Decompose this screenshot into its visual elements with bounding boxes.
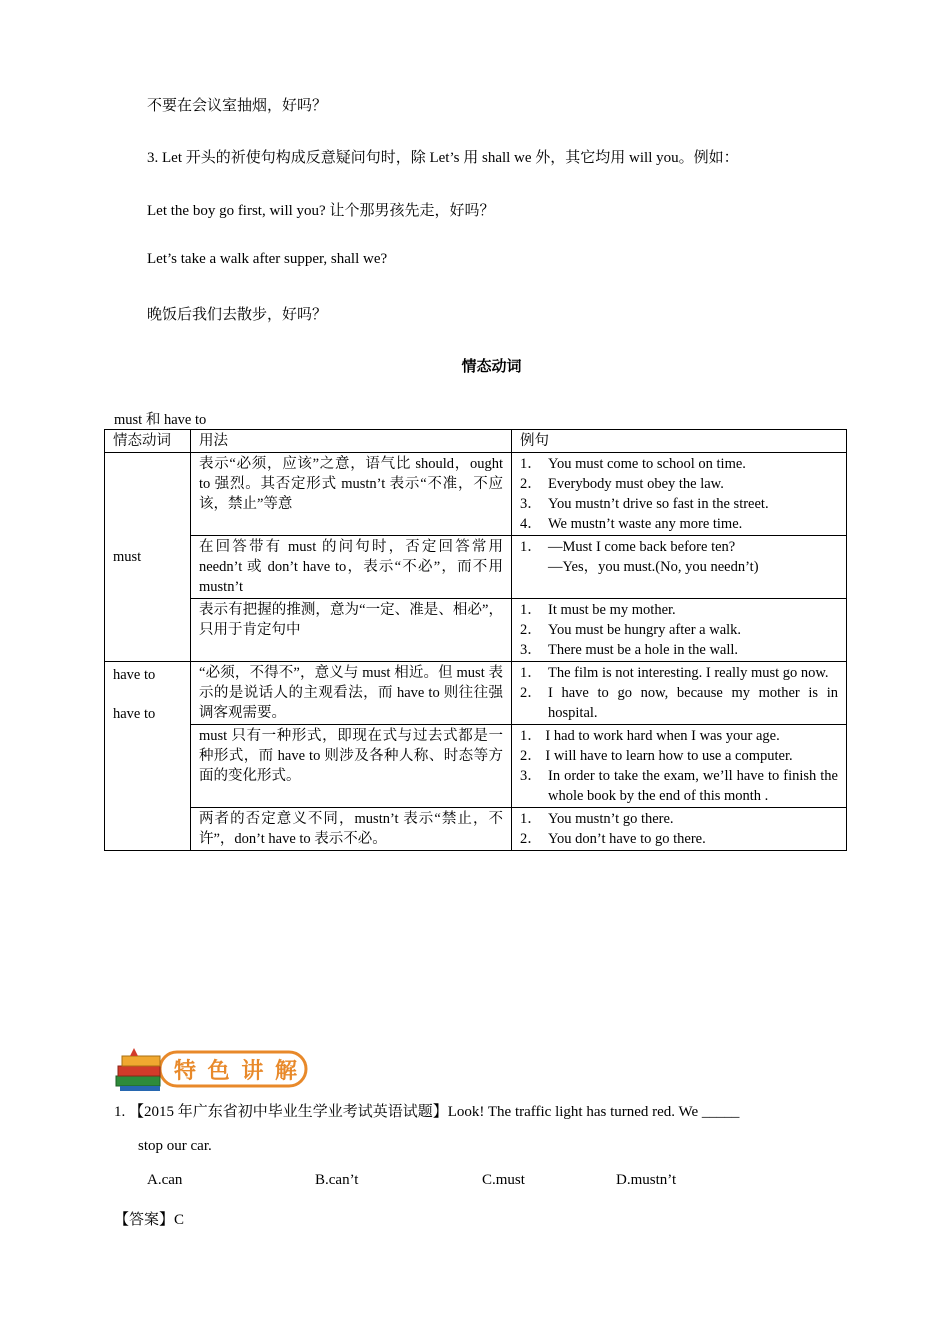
example-item: 1． It must be my mother. bbox=[520, 602, 676, 618]
examples-cell bbox=[512, 453, 847, 536]
example-item: 4． We mustn’t waste any more time. bbox=[520, 516, 743, 532]
text-line: 不要在会议室抽烟，好吗？ bbox=[147, 98, 328, 114]
examples-cell bbox=[512, 536, 847, 599]
verb-cell-have-to bbox=[105, 662, 191, 851]
question-line: 1. 【2015 年广东省初中毕业生学业考试英语试题】Look! The traffic light has turned red. We _____ bbox=[114, 1104, 740, 1120]
table-row bbox=[105, 725, 847, 808]
option-c: C.must bbox=[482, 1172, 525, 1188]
option-b: B.can’t bbox=[315, 1172, 359, 1188]
example-item: 3． There must be a hole in the wall. bbox=[520, 642, 739, 658]
table-row bbox=[105, 599, 847, 662]
example-item: 2． I will have to learn how to use a computer. bbox=[520, 748, 793, 764]
example-item: 2． You don’t have to go there. bbox=[520, 831, 706, 847]
feature-badge bbox=[112, 1046, 310, 1094]
examples-cell bbox=[512, 725, 847, 808]
example-item: 1． The film is not interesting. I really must go now. bbox=[520, 665, 829, 681]
usage-cell: must 只有一种形式，即现在式与过去式都是一种形式，而 have to 则涉及各种人称、时态等方面的变化形式。 bbox=[191, 725, 512, 808]
examples-cell bbox=[512, 599, 847, 662]
table-header-row bbox=[105, 430, 847, 453]
table-caption: must 和 have to bbox=[114, 412, 207, 428]
example-item: 3． In order to take the exam, we’ll have to finish the whole book by the end of this month . bbox=[520, 768, 838, 804]
usage-cell: 表示有把握的推测，意为“一定、准是、相必”，只用于肯定句中 bbox=[191, 599, 512, 662]
text-line: Let the boy go first, will you? 让个那男孩先走，好吗？ bbox=[147, 203, 495, 219]
examples-cell bbox=[512, 662, 847, 725]
example-item: 1． I had to work hard when I was your age. bbox=[520, 728, 780, 744]
usage-cell: “必须，不得不”，意义与 must 相近。但 must 表示的是说话人的主观看法，而 have to 则往往强调客观需要。 bbox=[191, 662, 512, 725]
verb-cell-must: must bbox=[105, 453, 191, 662]
usage-cell: 表示“必须，应该”之意，语气比 should，ought to 强烈。其否定形式 mustn’t 表示“不准，不应该，禁止”等意 bbox=[191, 453, 512, 536]
answer: 【答案】C bbox=[114, 1212, 185, 1228]
header-cell: 情态动词 bbox=[105, 430, 191, 453]
table-row bbox=[105, 536, 847, 599]
modal-verbs-table bbox=[104, 429, 847, 851]
table-row bbox=[105, 453, 847, 536]
example-item: 3． You mustn’t drive so fast in the street. bbox=[520, 496, 769, 512]
header-cell: 用法 bbox=[191, 430, 512, 453]
usage-cell: 在回答带有 must 的问句时，否定回答常用 needn’t 或 don’t have to，表示“不必”，而不用 mustn’t bbox=[191, 536, 512, 599]
table-row bbox=[105, 808, 847, 851]
example-item: 1． You must come to school on time. bbox=[520, 456, 746, 472]
example-item: —Yes，you must.(No, you needn’t) bbox=[548, 559, 759, 575]
badge-label: 特 色 讲 解 bbox=[174, 1059, 299, 1084]
example-item: 2． I have to go now, because my mother is in hospital. bbox=[520, 685, 838, 721]
verb-label: have to bbox=[113, 706, 156, 722]
usage-cell: 两者的否定意义不同，mustn’t 表示“禁止，不许”，don’t have to 表示不必。 bbox=[191, 808, 512, 851]
option-d: D.mustn’t bbox=[616, 1172, 677, 1188]
table-row bbox=[105, 662, 847, 725]
example-item: 1． You mustn’t go there. bbox=[520, 811, 674, 827]
header-cell: 例句 bbox=[512, 430, 847, 453]
section-title: 情态动词 bbox=[461, 359, 522, 375]
example-item: 2． You must be hungry after a walk. bbox=[520, 622, 742, 638]
text-line: 3. Let 开头的祈使句构成反意疑问句时，除 Let’s 用 shall we 外，其它均用 will you。例如： bbox=[147, 150, 739, 166]
examples-cell bbox=[512, 808, 847, 851]
text-line: 晚饭后我们去散步，好吗？ bbox=[147, 307, 328, 323]
question-line: stop our car. bbox=[138, 1138, 212, 1154]
example-item: 1． —Must I come back before ten? bbox=[520, 539, 736, 555]
option-a: A.can bbox=[147, 1172, 183, 1188]
example-item: 2． Everybody must obey the law. bbox=[520, 476, 724, 492]
verb-label: have to bbox=[113, 667, 156, 683]
text-line: Let’s take a walk after supper, shall we? bbox=[147, 251, 388, 267]
